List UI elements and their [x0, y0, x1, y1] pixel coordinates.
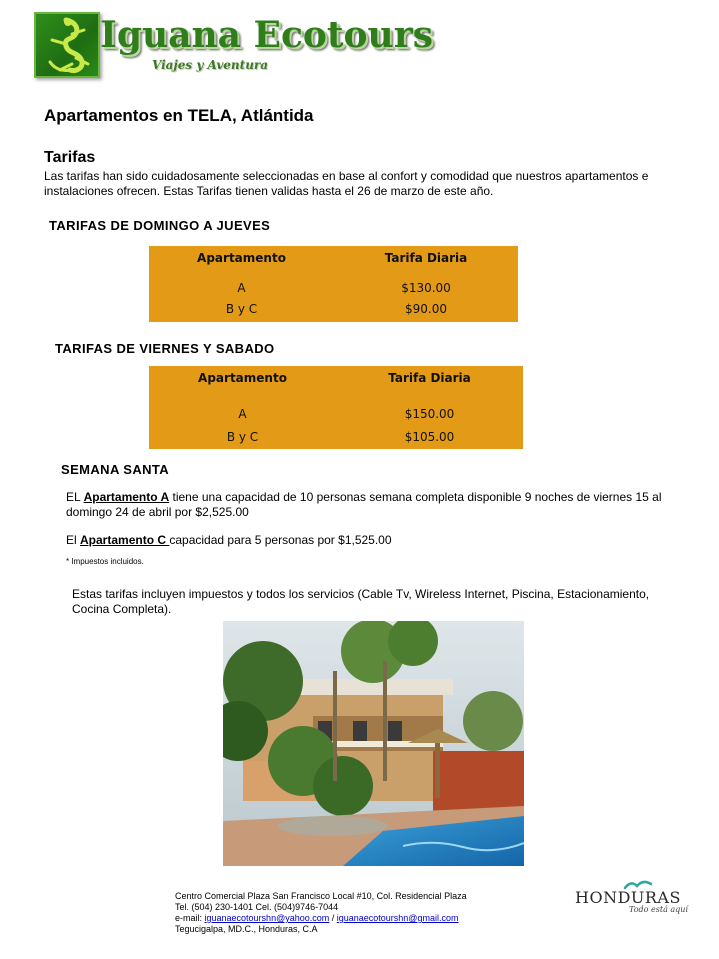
holy-week-apartment-c — [66, 533, 686, 548]
footer-email-line — [175, 913, 467, 924]
tax-note: * Impuestos incluidos. — [66, 557, 144, 566]
page-title: Apartamentos en TELA, Atlántida — [44, 106, 314, 125]
apartment-a-name: Apartamento A — [83, 490, 170, 504]
table-cell-apartment: A — [238, 407, 247, 421]
footer-phone: Tel. (504) 230-1401 Cel. (504)9746-7044 — [175, 902, 339, 912]
footer-city: Tegucigalpa, MD.C., Honduras, C.A — [175, 924, 318, 934]
weekend-rates-heading: TARIFAS DE VIERNES Y SABADO — [55, 341, 275, 356]
honduras-logo — [573, 878, 688, 920]
apartment-a-prefix: EL — [66, 490, 84, 504]
apartment-c-prefix: El — [66, 533, 81, 547]
apartment-pool-photo — [223, 621, 524, 866]
apartment-c-text: capacidad para 5 personas por $1,525.00 — [169, 533, 392, 547]
weekend-rates-table — [149, 366, 523, 449]
email-separator: / — [329, 913, 337, 923]
column-header-rate: Tarifa Diaria — [388, 371, 471, 385]
honduras-word: HONDURAS — [575, 888, 681, 907]
table-cell-rate: $150.00 — [404, 407, 455, 421]
iguana-ecotours-logo — [34, 12, 433, 78]
footer-contact — [175, 891, 467, 935]
email-link-gmail[interactable]: iguanaecotourshn@gmail.com — [336, 913, 459, 923]
table-cell-rate: $105.00 — [404, 430, 455, 444]
brand-name: Iguana Ecotours — [100, 14, 433, 56]
footer-address: Centro Comercial Plaza San Francisco Local #10, Col. Residencial Plaza — [175, 891, 467, 901]
section-heading: Tarifas — [44, 149, 96, 166]
apartment-c-name: Apartamento C — [80, 533, 170, 547]
table-cell-rate: $90.00 — [405, 302, 447, 316]
holy-week-apartment-a — [66, 490, 686, 520]
brand-slogan: Viajes y Aventura — [152, 58, 269, 72]
holy-week-heading: SEMANA SANTA — [61, 462, 170, 477]
table-cell-apartment: B y C — [226, 430, 259, 444]
column-header-apartment: Apartamento — [198, 371, 287, 385]
iguana-icon — [34, 12, 100, 78]
email-link-yahoo[interactable]: iguanaecotourshn@yahoo.com — [204, 913, 330, 923]
weekday-rates-table — [149, 246, 518, 322]
email-label: e-mail: — [175, 913, 205, 923]
intro-paragraph: Las tarifas han sido cuidadosamente seleccionadas en base al confort y comodidad que nuestros apartamentos e instalaciones ofrecen. Estas Tarifas tienen validas hasta el 26 de marzo de este año. — [44, 169, 649, 198]
table-cell-rate: $130.00 — [401, 281, 451, 295]
column-header-rate: Tarifa Diaria — [384, 251, 468, 265]
apartment-a-text: tiene una capacidad de 10 personas semana completa disponible 9 noches de viernes 15 al domingo 24 de abril por $2,525.00 — [66, 490, 662, 519]
column-header-apartment: Apartamento — [197, 251, 286, 265]
table-cell-apartment: B y C — [225, 302, 258, 316]
table-cell-apartment: A — [237, 281, 246, 295]
honduras-tagline: Todo está aquí — [629, 905, 688, 914]
weekday-rates-heading: TARIFAS DE DOMINGO A JUEVES — [49, 218, 271, 233]
services-paragraph: Estas tarifas incluyen impuestos y todos los servicios (Cable Tv, Wireless Internet, Piscina, Estacionamiento, Cocina Completa). — [72, 587, 650, 616]
